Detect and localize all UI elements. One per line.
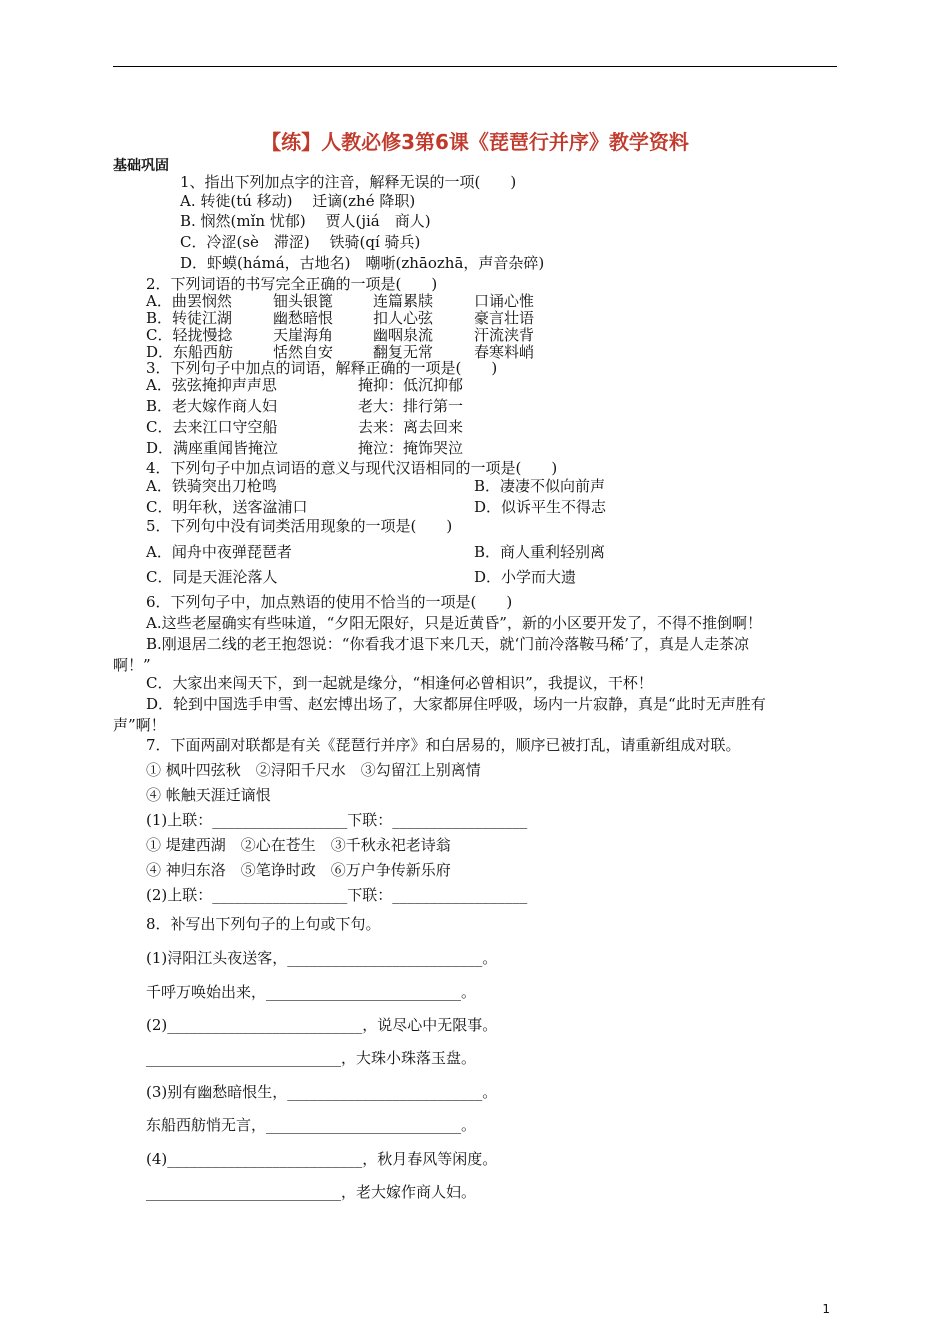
q5-stem: 5．下列句中没有词类活用现象的一项是( ) [146, 517, 453, 535]
q3-d-sentence: D．满座重闻皆掩泣 [146, 439, 279, 457]
q1-option-b: B. 悯然(mǐn 忧郁) 贾人(jiá 商人) [180, 212, 431, 230]
q7-answer-1[interactable]: (1)上联：__________________下联：__________________ [146, 811, 528, 829]
q4-option-a: A．铁骑突出刀枪鸣 [146, 477, 277, 495]
q2-d-2: 恬然自安 [273, 343, 334, 361]
q3-b-gloss: 老大：排行第一 [358, 397, 464, 415]
q3-b-sentence: B．老大嫁作商人妇 [146, 397, 278, 415]
q2-a-4: 口诵心惟 [474, 292, 535, 310]
q2-stem: 2．下列词语的书写完全正确的一项是( ) [146, 275, 438, 293]
q8-line[interactable]: (4)__________________________，秋月春风等闲度。 [146, 1150, 498, 1168]
q2-a-1: A．曲罢悯然 [146, 292, 232, 310]
q2-b-3: 扣人心弦 [373, 309, 434, 327]
q2-c-2: 天崖海角 [273, 326, 334, 344]
q6-option-b: B.刚退居二线的老王抱怨说：“你看我才退下来几天，就‘门前冷落鞍马稀’了，真是人走茶凉 [146, 635, 749, 653]
q4-option-c: C．明年秋，送客湓浦口 [146, 498, 308, 516]
q3-stem: 3．下列句子中加点的词语，解释正确的一项是( ) [146, 359, 498, 377]
page-title: 【练】人教必修3第6课《琵琶行并序》教学资料 [261, 130, 689, 154]
q7-group1-line1: ① 枫叶四弦秋 ②浔阳千尺水 ③勾留江上别离情 [146, 761, 481, 779]
page-number: 1 [822, 1302, 830, 1316]
q4-stem: 4．下列句子中加点词语的意义与现代汉语相同的一项是( ) [146, 459, 558, 477]
q6-option-d-cont: 声”啊！ [113, 716, 166, 734]
q8-stem: 8．补写出下列句子的上句或下句。 [146, 915, 381, 933]
q2-c-1: C．轻拢慢捻 [146, 326, 233, 344]
q1-option-a: A. 转徙(tú 移动) 迁谪(zhé 降职) [180, 192, 416, 210]
q1-stem: 1、指出下列加点字的注音，解释无误的一项( ) [180, 173, 517, 191]
q1-option-d: D．虾蟆(hámá，古地名) 嘲哳(zhāozhā，声音杂碎) [180, 254, 545, 272]
q2-d-3: 翻复无常 [373, 343, 434, 361]
q8-line[interactable]: (2)__________________________，说尽心中无限事。 [146, 1016, 498, 1034]
q2-a-2: 钿头银篦 [273, 292, 334, 310]
q2-b-4: 豪言壮语 [474, 309, 535, 327]
q2-b-1: B．转徒江湖 [146, 309, 233, 327]
q7-group2-line2: ④ 神归东洛 ⑤笔诤时政 ⑥万户争传新乐府 [146, 861, 451, 879]
q5-option-c: C．同是天涯沦落人 [146, 568, 278, 586]
q6-option-b-cont: 啊！” [113, 656, 151, 674]
q2-a-3: 连篇累牍 [373, 292, 434, 310]
q3-c-gloss: 去来：离去回来 [358, 418, 464, 436]
header-rule [113, 66, 837, 67]
q7-answer-2[interactable]: (2)上联：__________________下联：__________________ [146, 886, 528, 904]
q6-option-d: D．轮到中国选手申雪、赵宏博出场了，大家都屏住呼吸，场内一片寂静，真是“此时无声胜有 [146, 695, 766, 713]
q3-a-gloss: 掩抑：低沉抑郁 [358, 376, 464, 394]
q4-option-b: B．凄凄不似向前声 [474, 477, 606, 495]
q2-b-2: 幽愁暗恨 [273, 309, 334, 327]
q5-option-d: D．小学而大遗 [474, 568, 577, 586]
q3-d-gloss: 掩泣：掩饰哭泣 [358, 439, 464, 457]
q5-option-a: A．闻舟中夜弹琵琶者 [146, 543, 292, 561]
q2-d-4: 春寒料峭 [474, 343, 535, 361]
q8-line[interactable]: (1)浔阳江头夜送客，__________________________。 [146, 949, 498, 967]
q3-a-sentence: A．弦弦掩抑声声思 [146, 376, 277, 394]
q4-option-d: D．似诉平生不得志 [474, 498, 607, 516]
q8-line[interactable]: __________________________，大珠小珠落玉盘。 [146, 1049, 477, 1067]
q6-option-a: A.这些老屋确实有些味道，“夕阳无限好，只是近黄昏”，新的小区要开发了，不得不推倒啊！ [146, 614, 762, 632]
q2-d-1: D．东船西舫 [146, 343, 234, 361]
q8-line[interactable]: 千呼万唤始出来，__________________________。 [146, 983, 477, 1001]
q7-group1-line2: ④ 帐触天涯迁谪恨 [146, 786, 271, 804]
q6-option-c: C．大家出来闯天下，到一起就是缘分，“相逢何必曾相识”，我提议，干杯！ [146, 674, 653, 692]
q8-line[interactable]: (3)别有幽愁暗恨生，__________________________。 [146, 1083, 498, 1101]
q3-c-sentence: C．去来江口守空船 [146, 418, 278, 436]
q7-stem: 7．下面两副对联都是有关《琵琶行并序》和白居易的，顺序已被打乱，请重新组成对联。 [146, 736, 741, 754]
q2-c-4: 汗流浃背 [474, 326, 535, 344]
q6-stem: 6．下列句子中，加点熟语的使用不恰当的一项是( ) [146, 593, 513, 611]
section-heading: 基础巩固 [113, 158, 169, 174]
q8-line[interactable]: __________________________，老大嫁作商人妇。 [146, 1183, 477, 1201]
q2-c-3: 幽咽泉流 [373, 326, 434, 344]
q1-option-c: C．冷涩(sè 滞涩) 铁骑(qí 骑兵) [180, 233, 421, 251]
q8-line[interactable]: 东船西舫悄无言，__________________________。 [146, 1116, 477, 1134]
q7-group2-line1: ① 堤建西湖 ②心在苍生 ③千秋永祀老诗翁 [146, 836, 451, 854]
q5-option-b: B．商人重利轻别离 [474, 543, 606, 561]
